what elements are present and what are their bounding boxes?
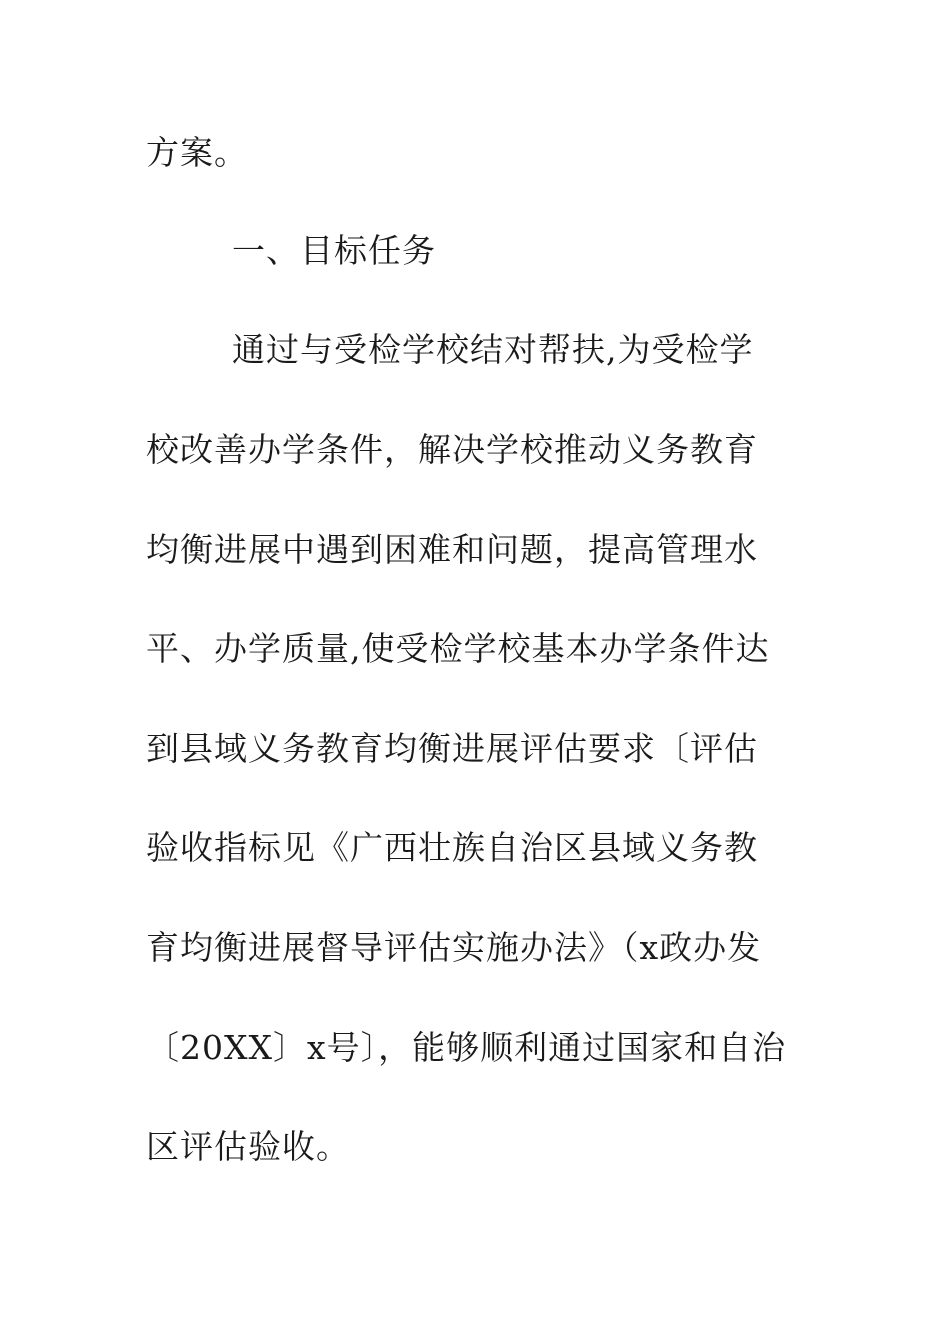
section-heading: 一、目标任务 [232, 231, 436, 270]
paragraph-line-1: 通过与受检学校结对帮扶,为受检学 [232, 330, 754, 369]
paragraph-line-3: 均衡进展中遇到困难和问题，提高管理水 [146, 530, 758, 569]
paragraph-line-5: 到县域义务教育均衡进展评估要求〔评估 [146, 729, 758, 768]
paragraph-line-9: 区评估验收。 [146, 1127, 350, 1166]
paragraph-line-7: 育均衡进展督导评估实施办法》（x政办发 [146, 928, 762, 967]
paragraph-line-2: 校改善办学条件，解决学校推动义务教育 [146, 430, 758, 469]
paragraph-line-8: 〔20XX〕x号〕，能够顺利通过国家和自治 [146, 1028, 787, 1067]
paragraph-line-6: 验收指标见《广西壮族自治区县域义务教 [146, 828, 758, 867]
text-line-closing: 方案。 [146, 133, 248, 172]
paragraph-line-4: 平、办学质量,使受检学校基本办学条件达 [146, 629, 770, 668]
